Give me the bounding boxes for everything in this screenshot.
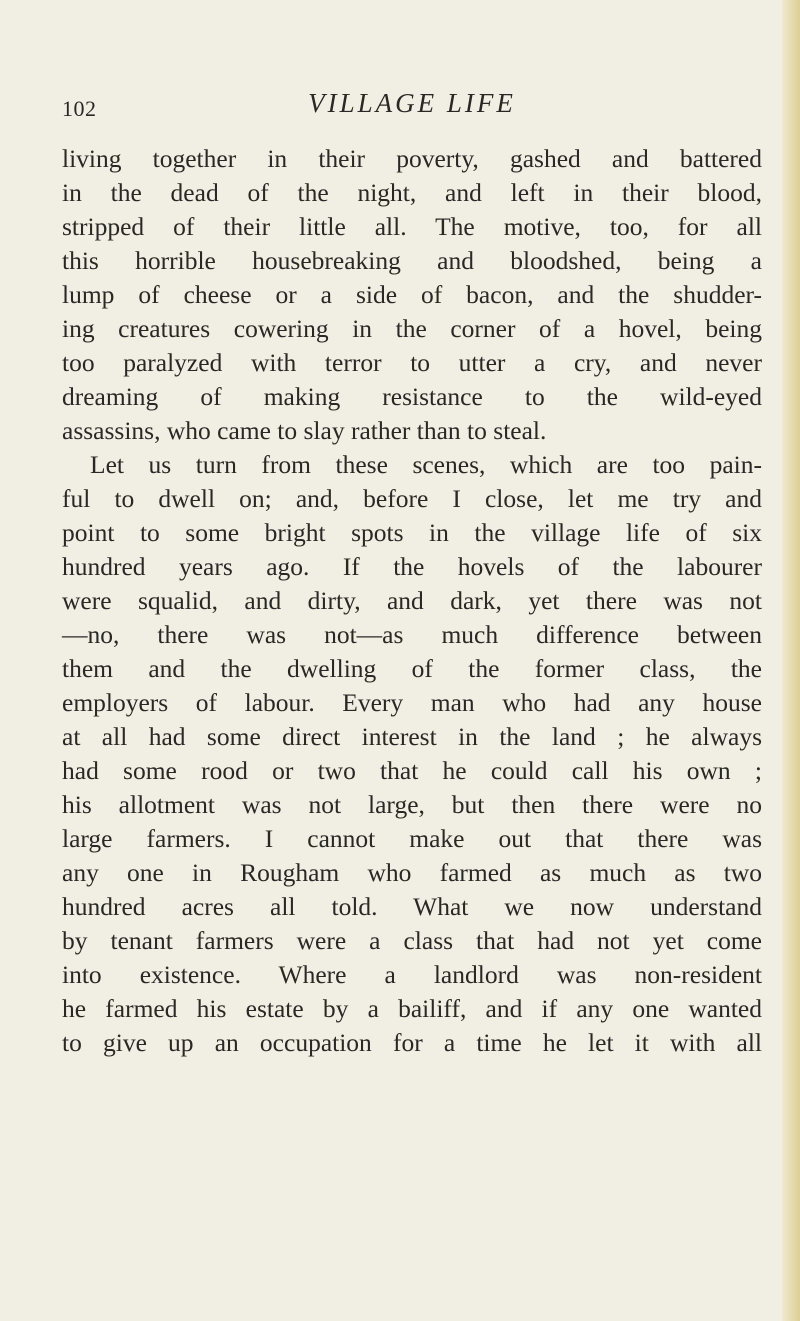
text-line: to give up an occupation for a time he let it with all [62, 1028, 762, 1057]
text-line: hundred acres all told. What we now understand [62, 892, 762, 921]
page-edge [782, 0, 800, 1321]
text-line: ful to dwell on; and, before I close, let me try and [62, 484, 762, 513]
text-line: —no, there was not—as much difference between [62, 620, 762, 649]
text-line: assassins, who came to slay rather than to steal. [62, 416, 547, 445]
text-line: any one in Rougham who farmed as much as two [62, 858, 762, 887]
text-line: lump of cheese or a side of bacon, and the shudder- [62, 280, 762, 309]
page-header [62, 88, 762, 128]
text-line: large farmers. I cannot make out that there was [62, 824, 762, 853]
text-line: stripped of their little all. The motive, too, for all [62, 212, 762, 241]
page-number: 102 [62, 96, 97, 121]
text-line: were squalid, and dirty, and dark, yet there was not [62, 586, 762, 615]
text-line: point to some bright spots in the village life of six [62, 518, 762, 547]
text-line: his allotment was not large, but then there were no [62, 790, 762, 819]
text-line: dreaming of making resistance to the wild-eyed [62, 382, 762, 411]
text-line: Let us turn from these scenes, which are too pain- [90, 450, 762, 479]
text-line: ing creatures cowering in the corner of a hovel, being [62, 314, 762, 343]
text-line: by tenant farmers were a class that had not yet come [62, 926, 762, 955]
text-line: them and the dwelling of the former class, the [62, 654, 762, 683]
text-line: employers of labour. Every man who had any house [62, 688, 762, 717]
text-line: had some rood or two that he could call his own ; [62, 756, 762, 785]
text-line: hundred years ago. If the hovels of the labourer [62, 552, 762, 581]
text-line: at all had some direct interest in the land ; he always [62, 722, 762, 751]
text-line: in the dead of the night, and left in their blood, [62, 178, 762, 207]
text-line: living together in their poverty, gashed and battered [62, 144, 762, 173]
running-head: VILLAGE LIFE [308, 88, 516, 118]
text-line: into existence. Where a landlord was non-resident [62, 960, 762, 989]
text-line: too paralyzed with terror to utter a cry, and never [62, 348, 762, 377]
text-line: he farmed his estate by a bailiff, and if any one wanted [62, 994, 762, 1023]
body-text [62, 142, 762, 1060]
text-line: this horrible housebreaking and bloodshed, being a [62, 246, 762, 275]
